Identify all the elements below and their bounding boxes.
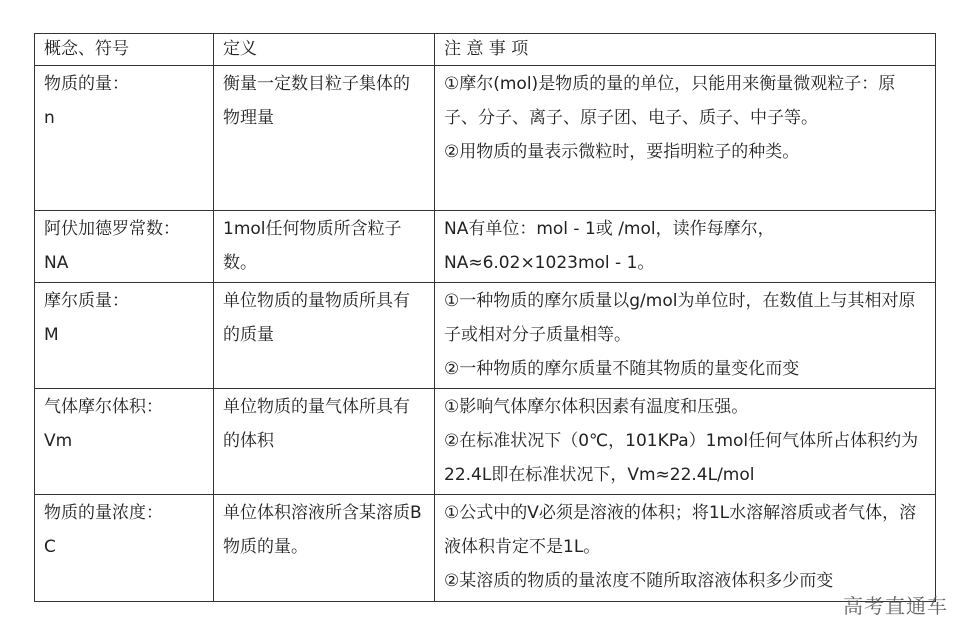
watermark: 高考直通车 [843,594,948,618]
concept-name: 阿伏加德罗常数： [44,219,180,239]
concept-name: 物质的量： [44,74,129,94]
concept-name: 摩尔质量： [44,291,129,311]
table-header-row [35,34,936,66]
header-notes: 注 意 事 项 [435,34,936,66]
concept-symbol: n [44,108,55,128]
header-definition: 定义 [214,34,435,66]
note-item: NA有单位：mol - 1或 /mol，读作每摩尔，NA≈6.02×1023mol - 1。 [444,219,775,273]
note-item: ①公式中的V必须是溶液的体积；将1L水溶解溶质或者气体，溶液体积肯定不是1L。 [444,503,917,557]
notes-cell [435,211,936,283]
definition-cell: 单位体积溶液所含某溶质B物质的量。 [214,495,435,602]
definition-cell: 单位物质的量气体所具有的体积 [214,389,435,495]
note-item: ②在标准状况下（0℃，101KPa）1mol任何气体所占体积约为22.4L即在标准状况下，Vm≈22.4L/mol [444,431,919,485]
header-concept: 概念、符号 [35,34,214,66]
note-item: ②一种物质的摩尔质量不随其物质的量变化而变 [444,359,800,379]
table-row [35,211,936,283]
concept-cell [35,66,214,211]
note-item: ①影响气体摩尔体积因素有温度和压强。 [444,397,749,417]
concept-cell [35,495,214,602]
concept-symbol: Vm [44,431,73,451]
concept-name: 气体摩尔体积： [44,397,163,417]
concept-table [34,33,936,602]
notes-cell [435,495,936,602]
concept-symbol: M [44,325,59,345]
notes-cell [435,66,936,211]
table-row [35,495,936,602]
concept-name: 物质的量浓度： [44,503,163,523]
table-row [35,283,936,389]
concept-cell [35,389,214,495]
note-item: ②某溶质的物质的量浓度不随所取溶液体积多少而变 [444,571,834,591]
concept-symbol: NA [44,253,69,273]
notes-cell [435,283,936,389]
note-item: ①一种物质的摩尔质量以g/mol为单位时，在数值上与其相对原子或相对分子质量相等。 [444,291,916,345]
concept-cell [35,211,214,283]
definition-cell: 衡量一定数目粒子集体的物理量 [214,66,435,211]
notes-cell [435,389,936,495]
note-item: ②用物质的量表示微粒时，要指明粒子的种类。 [444,142,800,162]
definition-cell: 1mol任何物质所含粒子数。 [214,211,435,283]
definition-cell: 单位物质的量物质所具有的质量 [214,283,435,389]
note-item: ①摩尔(mol)是物质的量的单位，只能用来衡量微观粒子：原子、分子、离子、原子团、电子、质子、中子等。 [444,74,896,128]
table-row [35,66,936,211]
table-row [35,389,936,495]
concept-cell [35,283,214,389]
concept-symbol: C [44,537,56,557]
